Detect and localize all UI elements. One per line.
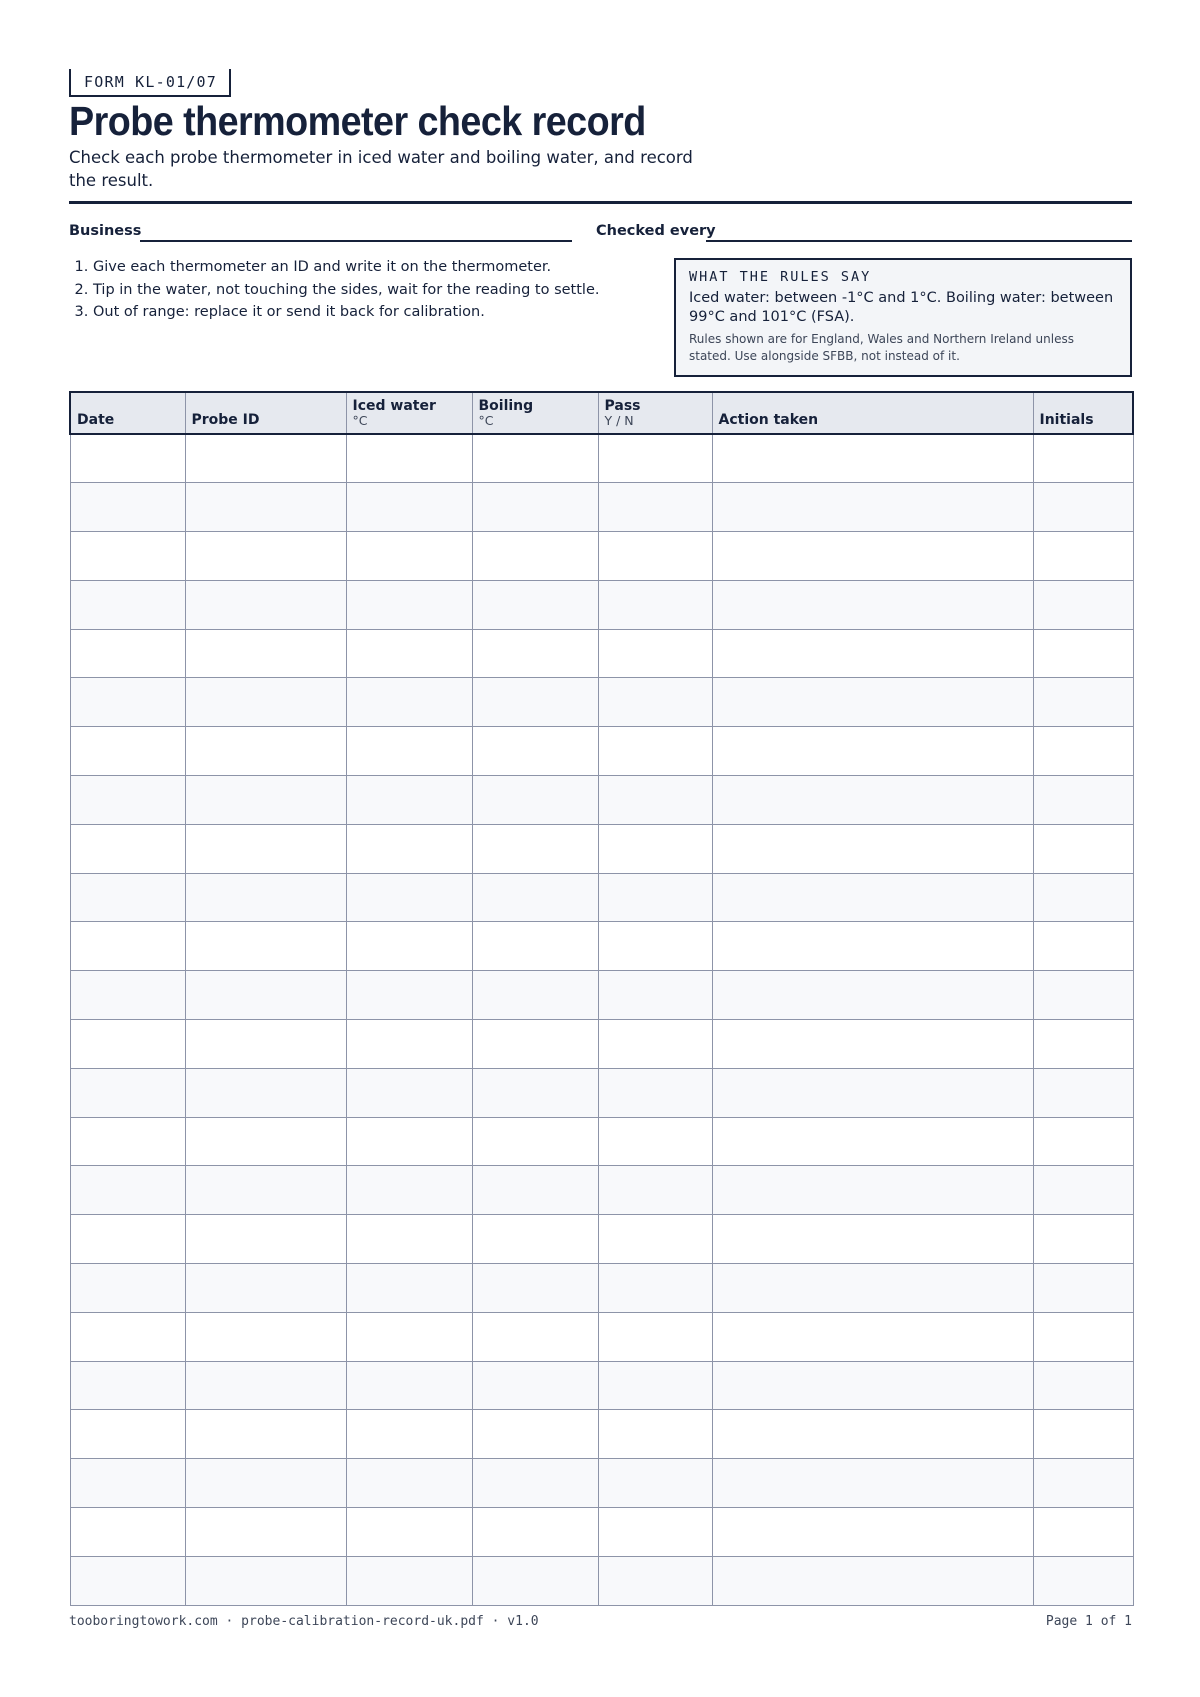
initials-cell[interactable] (1033, 824, 1133, 873)
iced-water-cell[interactable] (346, 1556, 472, 1605)
initials-cell[interactable] (1033, 1508, 1133, 1557)
date-cell[interactable] (70, 922, 185, 971)
date-cell[interactable] (70, 532, 185, 581)
page-title: Probe thermometer check record (69, 98, 646, 144)
initials-cell[interactable] (1033, 483, 1133, 532)
boiling-cell[interactable] (472, 971, 598, 1020)
action-taken-cell[interactable] (712, 1361, 1033, 1410)
table-body (70, 434, 1133, 1605)
iced-water-cell[interactable] (346, 532, 472, 581)
iced-water-cell[interactable] (346, 629, 472, 678)
date-cell[interactable] (70, 1166, 185, 1215)
boiling-cell[interactable] (472, 434, 598, 483)
table-row (70, 1312, 1133, 1361)
boiling-cell[interactable] (472, 727, 598, 776)
boiling-cell[interactable] (472, 483, 598, 532)
action-taken-cell[interactable] (712, 1166, 1033, 1215)
probe-id-cell[interactable] (185, 580, 346, 629)
boiling-cell[interactable] (472, 1166, 598, 1215)
table-row (70, 1459, 1133, 1508)
table-row (70, 1410, 1133, 1459)
initials-cell[interactable] (1033, 532, 1133, 581)
date-cell[interactable] (70, 971, 185, 1020)
pass-cell[interactable] (598, 776, 712, 825)
action-taken-cell[interactable] (712, 1020, 1033, 1069)
table-header-row (70, 392, 1133, 434)
probe-id-cell[interactable] (185, 483, 346, 532)
probe-id-cell[interactable] (185, 1459, 346, 1508)
date-cell[interactable] (70, 580, 185, 629)
date-cell[interactable] (70, 1556, 185, 1605)
column-header-date: Date (70, 392, 185, 434)
probe-id-cell[interactable] (185, 1068, 346, 1117)
iced-water-cell[interactable] (346, 1312, 472, 1361)
action-taken-cell[interactable] (712, 1068, 1033, 1117)
form-page (69, 0, 1132, 1697)
business-label: Business (69, 223, 142, 239)
date-cell[interactable] (70, 1508, 185, 1557)
probe-id-cell[interactable] (185, 1020, 346, 1069)
initials-cell[interactable] (1033, 1361, 1133, 1410)
date-cell[interactable] (70, 483, 185, 532)
date-cell[interactable] (70, 1020, 185, 1069)
action-taken-cell[interactable] (712, 971, 1033, 1020)
date-cell[interactable] (70, 1215, 185, 1264)
table-row (70, 1020, 1133, 1069)
probe-id-cell[interactable] (185, 922, 346, 971)
column-header-boiling: Boiling °C (472, 392, 598, 434)
iced-water-cell[interactable] (346, 1508, 472, 1557)
pass-cell[interactable] (598, 1215, 712, 1264)
action-taken-cell[interactable] (712, 1264, 1033, 1313)
pass-cell[interactable] (598, 1459, 712, 1508)
iced-water-cell[interactable] (346, 776, 472, 825)
iced-water-cell[interactable] (346, 873, 472, 922)
boiling-cell[interactable] (472, 922, 598, 971)
iced-water-cell[interactable] (346, 678, 472, 727)
pass-cell[interactable] (598, 1068, 712, 1117)
initials-cell[interactable] (1033, 1264, 1133, 1313)
footer-page-number: Page 1 of 1 (1045, 1614, 1132, 1629)
date-cell[interactable] (70, 1410, 185, 1459)
action-taken-cell[interactable] (712, 1312, 1033, 1361)
step-item: 3. Out of range: replace it or send it back for calibration. (93, 301, 653, 324)
initials-cell[interactable] (1033, 1166, 1133, 1215)
initials-cell[interactable] (1033, 629, 1133, 678)
iced-water-cell[interactable] (346, 580, 472, 629)
rules-heading: WHAT THE RULES SAY (689, 269, 872, 285)
iced-water-cell[interactable] (346, 727, 472, 776)
action-taken-cell[interactable] (712, 873, 1033, 922)
probe-id-cell[interactable] (185, 727, 346, 776)
probe-id-cell[interactable] (185, 1556, 346, 1605)
date-cell[interactable] (70, 434, 185, 483)
column-header-pass: Pass Y / N (598, 392, 712, 434)
boiling-cell[interactable] (472, 776, 598, 825)
checked-every-field[interactable] (706, 240, 1132, 242)
initials-cell[interactable] (1033, 971, 1133, 1020)
iced-water-cell[interactable] (346, 1361, 472, 1410)
table-row (70, 873, 1133, 922)
date-cell[interactable] (70, 824, 185, 873)
table-row (70, 1068, 1133, 1117)
initials-cell[interactable] (1033, 1020, 1133, 1069)
table-row (70, 580, 1133, 629)
boiling-cell[interactable] (472, 1556, 598, 1605)
initials-cell[interactable] (1033, 434, 1133, 483)
iced-water-cell[interactable] (346, 824, 472, 873)
initials-cell[interactable] (1033, 727, 1133, 776)
iced-water-cell[interactable] (346, 1117, 472, 1166)
checked-every-label: Checked every (596, 223, 716, 239)
iced-water-cell[interactable] (346, 922, 472, 971)
probe-id-cell[interactable] (185, 1508, 346, 1557)
pass-cell[interactable] (598, 1020, 712, 1069)
probe-id-cell[interactable] (185, 1166, 346, 1215)
iced-water-cell[interactable] (346, 1068, 472, 1117)
iced-water-cell[interactable] (346, 1166, 472, 1215)
pass-cell[interactable] (598, 1508, 712, 1557)
table-row (70, 776, 1133, 825)
initials-cell[interactable] (1033, 580, 1133, 629)
table-row (70, 1117, 1133, 1166)
boiling-cell[interactable] (472, 1459, 598, 1508)
table-row (70, 434, 1133, 483)
probe-id-cell[interactable] (185, 532, 346, 581)
action-taken-cell[interactable] (712, 727, 1033, 776)
form-code-tab: FORM KL-01/07 (69, 69, 231, 97)
boiling-cell[interactable] (472, 532, 598, 581)
probe-id-cell[interactable] (185, 873, 346, 922)
pass-cell[interactable] (598, 483, 712, 532)
pass-cell[interactable] (598, 1264, 712, 1313)
action-taken-cell[interactable] (712, 824, 1033, 873)
probe-id-cell[interactable] (185, 824, 346, 873)
action-taken-cell[interactable] (712, 580, 1033, 629)
action-taken-cell[interactable] (712, 532, 1033, 581)
probe-id-cell[interactable] (185, 1312, 346, 1361)
pass-cell[interactable] (598, 434, 712, 483)
business-field[interactable] (140, 240, 572, 242)
probe-id-cell[interactable] (185, 971, 346, 1020)
probe-id-cell[interactable] (185, 434, 346, 483)
step-item: 2. Tip in the water, not touching the sides, wait for the reading to settle. (93, 279, 653, 302)
initials-cell[interactable] (1033, 678, 1133, 727)
initials-cell[interactable] (1033, 1556, 1133, 1605)
initials-cell[interactable] (1033, 922, 1133, 971)
table-row (70, 727, 1133, 776)
initials-cell[interactable] (1033, 1117, 1133, 1166)
date-cell[interactable] (70, 873, 185, 922)
date-cell[interactable] (70, 1361, 185, 1410)
iced-water-cell[interactable] (346, 1459, 472, 1508)
iced-water-cell[interactable] (346, 434, 472, 483)
column-header-iced-water: Iced water °C (346, 392, 472, 434)
boiling-cell[interactable] (472, 1361, 598, 1410)
probe-id-cell[interactable] (185, 629, 346, 678)
pass-cell[interactable] (598, 824, 712, 873)
boiling-cell[interactable] (472, 1020, 598, 1069)
probe-id-cell[interactable] (185, 678, 346, 727)
action-taken-cell[interactable] (712, 1508, 1033, 1557)
pass-cell[interactable] (598, 1361, 712, 1410)
iced-water-cell[interactable] (346, 1264, 472, 1313)
iced-water-cell[interactable] (346, 971, 472, 1020)
step-item: 1. Give each thermometer an ID and write it on the thermometer. (93, 256, 653, 279)
initials-cell[interactable] (1033, 1459, 1133, 1508)
probe-id-cell[interactable] (185, 1410, 346, 1459)
table-row (70, 629, 1133, 678)
initials-cell[interactable] (1033, 873, 1133, 922)
action-taken-cell[interactable] (712, 1556, 1033, 1605)
action-taken-cell[interactable] (712, 922, 1033, 971)
column-header-initials: Initials (1033, 392, 1133, 434)
iced-water-cell[interactable] (346, 1215, 472, 1264)
date-cell[interactable] (70, 1312, 185, 1361)
action-taken-cell[interactable] (712, 629, 1033, 678)
action-taken-cell[interactable] (712, 678, 1033, 727)
iced-water-cell[interactable] (346, 1410, 472, 1459)
date-cell[interactable] (70, 776, 185, 825)
initials-cell[interactable] (1033, 1312, 1133, 1361)
pass-cell[interactable] (598, 1556, 712, 1605)
boiling-cell[interactable] (472, 678, 598, 727)
boiling-cell[interactable] (472, 1508, 598, 1557)
pass-cell[interactable] (598, 727, 712, 776)
table-row (70, 824, 1133, 873)
date-cell[interactable] (70, 1459, 185, 1508)
pass-cell[interactable] (598, 873, 712, 922)
action-taken-cell[interactable] (712, 434, 1033, 483)
boiling-cell[interactable] (472, 580, 598, 629)
date-cell[interactable] (70, 1264, 185, 1313)
boiling-cell[interactable] (472, 824, 598, 873)
column-header-action-taken: Action taken (712, 392, 1033, 434)
boiling-cell[interactable] (472, 1410, 598, 1459)
probe-id-cell[interactable] (185, 1361, 346, 1410)
action-taken-cell[interactable] (712, 776, 1033, 825)
pass-cell[interactable] (598, 629, 712, 678)
table-row (70, 1361, 1133, 1410)
pass-cell[interactable] (598, 922, 712, 971)
rules-text: Iced water: between -1°C and 1°C. Boiling water: between 99°C and 101°C (FSA). (689, 290, 1114, 325)
boiling-cell[interactable] (472, 1117, 598, 1166)
action-taken-cell[interactable] (712, 1410, 1033, 1459)
probe-id-cell[interactable] (185, 1264, 346, 1313)
rules-note: Rules shown are for England, Wales and Northern Ireland unless stated. Use alongside SFBB, not instead of it. (689, 332, 1074, 363)
action-taken-cell[interactable] (712, 1117, 1033, 1166)
date-cell[interactable] (70, 629, 185, 678)
pass-cell[interactable] (598, 1312, 712, 1361)
table-row (70, 971, 1133, 1020)
pass-cell[interactable] (598, 532, 712, 581)
instruction-steps (69, 256, 653, 324)
table-row (70, 483, 1133, 532)
table-row (70, 1508, 1133, 1557)
iced-water-cell[interactable] (346, 483, 472, 532)
iced-water-cell[interactable] (346, 1020, 472, 1069)
rules-callout (674, 258, 1132, 377)
pass-cell[interactable] (598, 1117, 712, 1166)
table-row (70, 678, 1133, 727)
page-subtitle: Check each probe thermometer in iced water and boiling water, and record the result. (69, 148, 693, 190)
probe-id-cell[interactable] (185, 776, 346, 825)
boiling-cell[interactable] (472, 1264, 598, 1313)
date-cell[interactable] (70, 727, 185, 776)
table-row (70, 1556, 1133, 1605)
header-divider (69, 201, 1132, 204)
date-cell[interactable] (70, 678, 185, 727)
boiling-cell[interactable] (472, 1312, 598, 1361)
pass-cell[interactable] (598, 678, 712, 727)
pass-cell[interactable] (598, 1166, 712, 1215)
check-record-table (69, 391, 1134, 1606)
table-row (70, 1166, 1133, 1215)
probe-id-cell[interactable] (185, 1117, 346, 1166)
action-taken-cell[interactable] (712, 1215, 1033, 1264)
pass-cell[interactable] (598, 971, 712, 1020)
boiling-cell[interactable] (472, 1215, 598, 1264)
action-taken-cell[interactable] (712, 1459, 1033, 1508)
probe-id-cell[interactable] (185, 1215, 346, 1264)
table-row (70, 922, 1133, 971)
action-taken-cell[interactable] (712, 483, 1033, 532)
date-cell[interactable] (70, 1068, 185, 1117)
column-header-probe-id: Probe ID (185, 392, 346, 434)
pass-cell[interactable] (598, 1410, 712, 1459)
pass-cell[interactable] (598, 580, 712, 629)
footer-source: tooboringtowork.com · probe-calibration-record-uk.pdf · v1.0 (69, 1614, 539, 1629)
initials-cell[interactable] (1033, 1215, 1133, 1264)
table-row (70, 1215, 1133, 1264)
initials-cell[interactable] (1033, 1068, 1133, 1117)
initials-cell[interactable] (1033, 1410, 1133, 1459)
table-row (70, 532, 1133, 581)
date-cell[interactable] (70, 1117, 185, 1166)
boiling-cell[interactable] (472, 873, 598, 922)
table-row (70, 1264, 1133, 1313)
boiling-cell[interactable] (472, 1068, 598, 1117)
boiling-cell[interactable] (472, 629, 598, 678)
initials-cell[interactable] (1033, 776, 1133, 825)
